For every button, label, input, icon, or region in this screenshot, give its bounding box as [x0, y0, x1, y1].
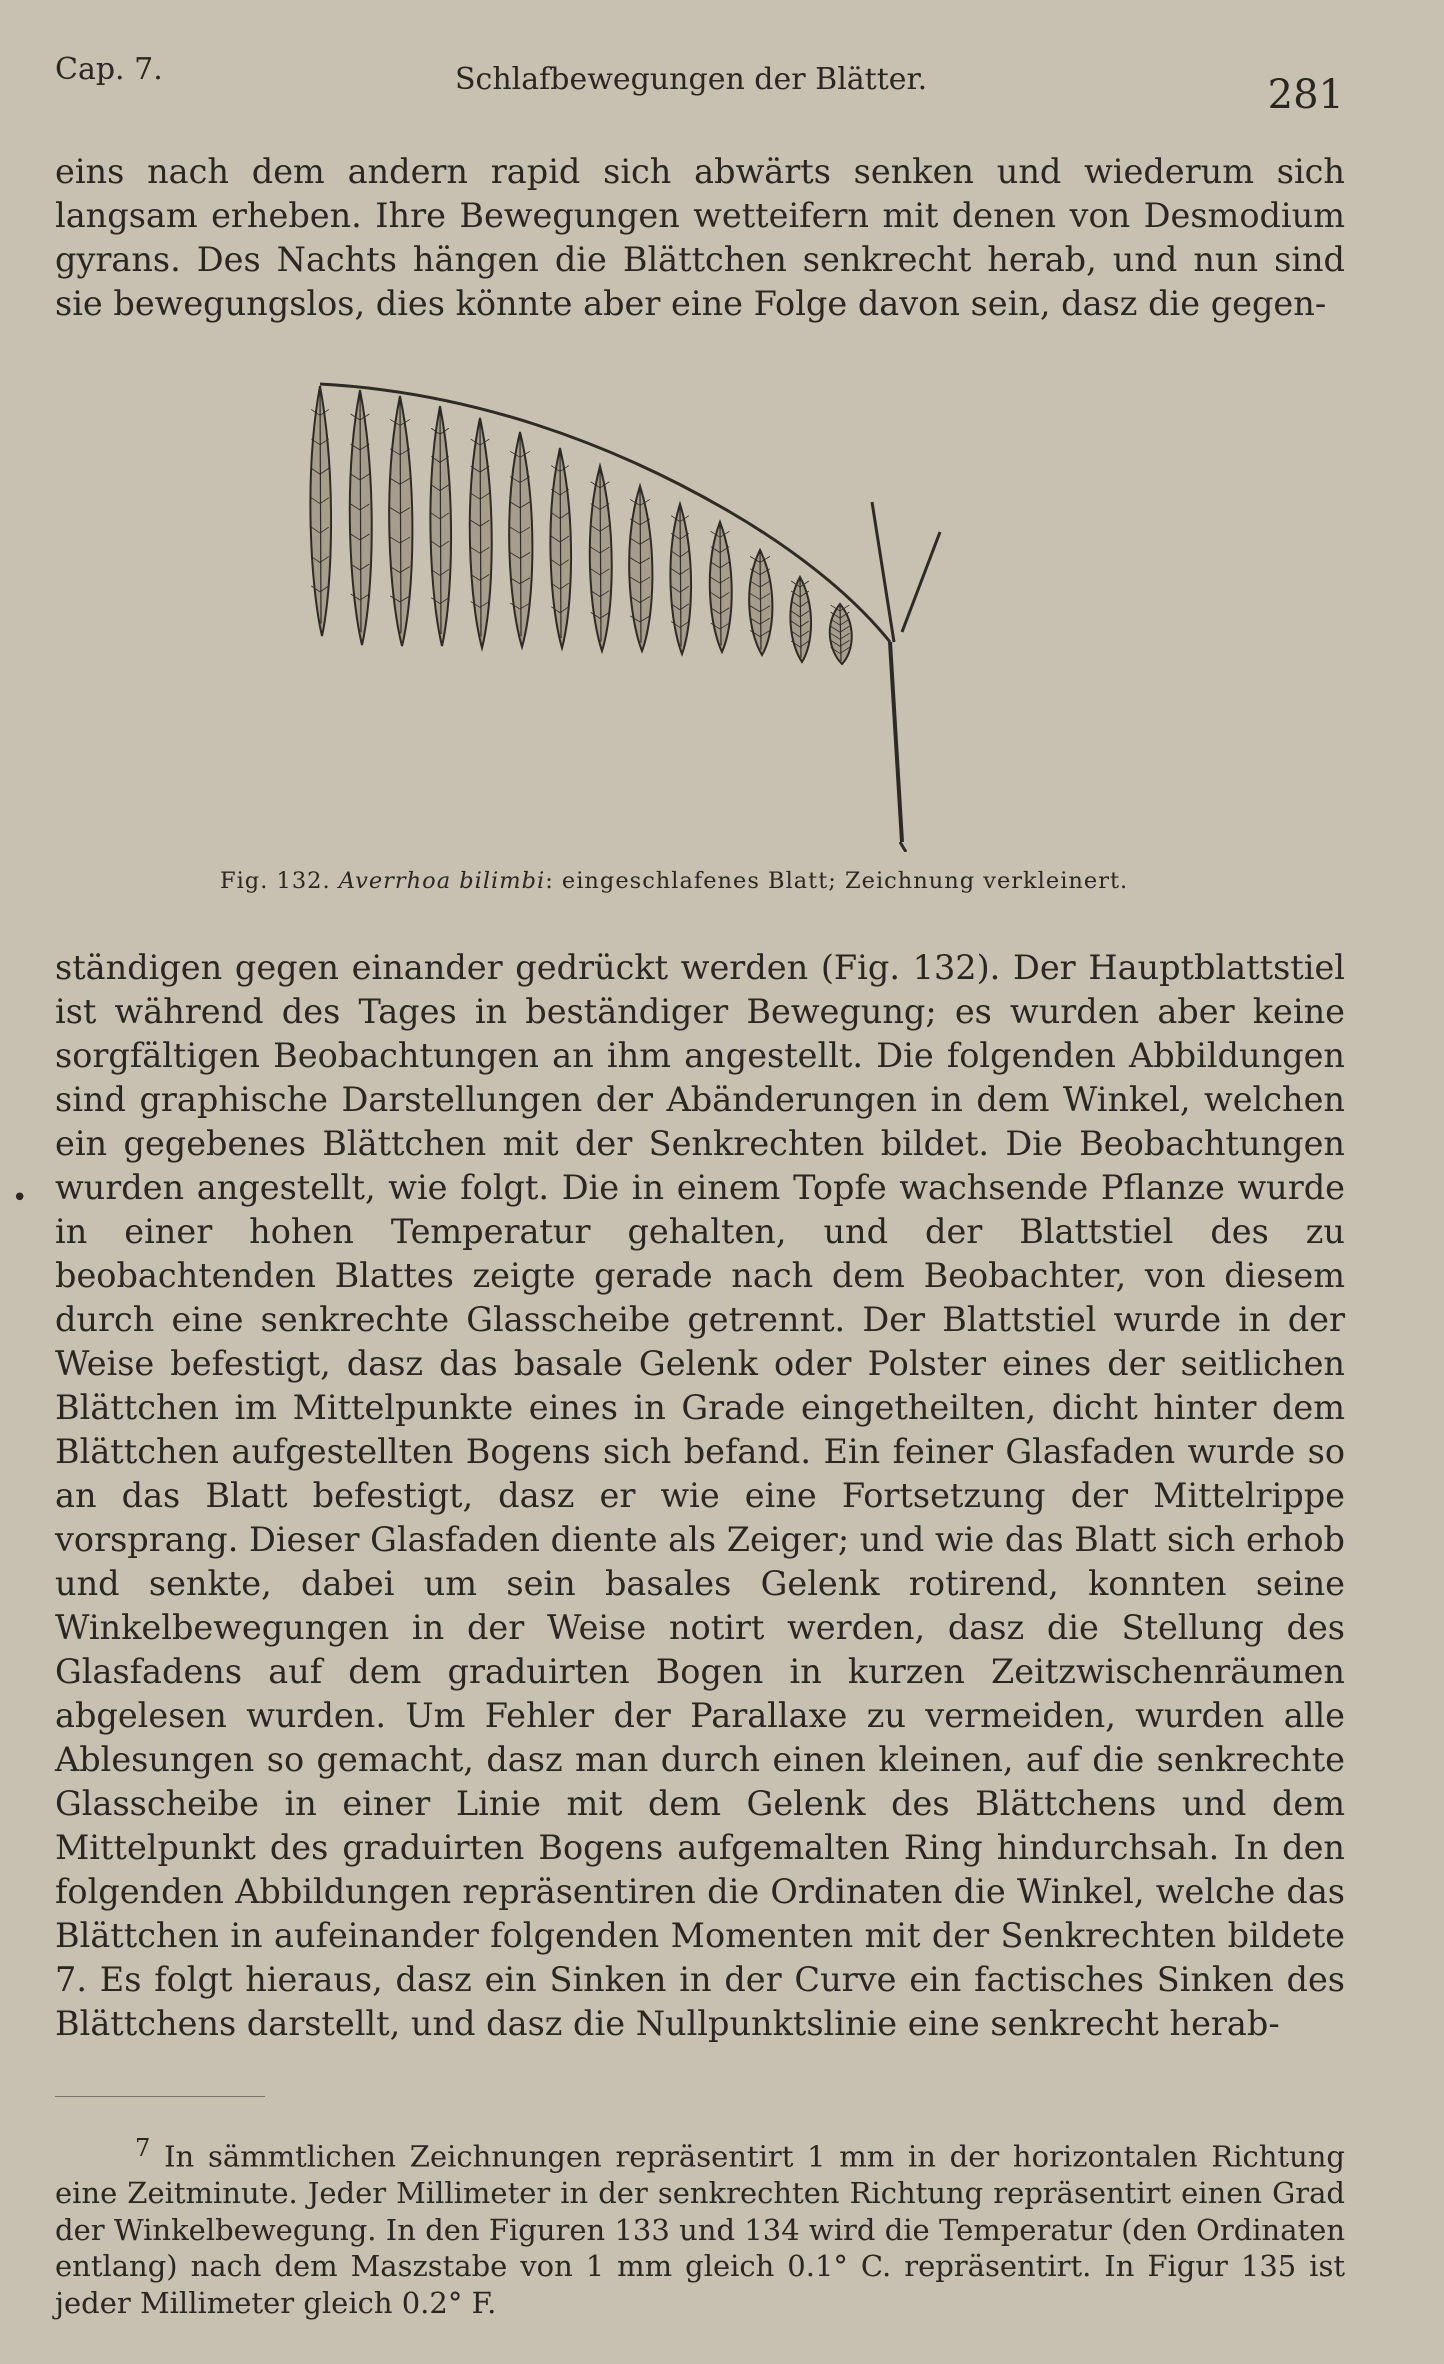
figure-caption-rest: : eingeschlafenes Blatt; Zeichnung verkleinert.: [545, 868, 1129, 894]
figure-species: Averrhoa bilimbi: [338, 868, 546, 894]
footnote-marker: 7: [135, 2134, 151, 2162]
running-title: Schlafbewegungen der Blätter.: [455, 62, 928, 97]
running-header: [55, 48, 1344, 118]
footnote-rule: [55, 2096, 265, 2097]
paragraph-top-text: eins nach dem andern rapid sich abwärts senken und wiederum sich langsam erheben. Ihre Bewegungen wetteifern mit denen von Desmodium gyrans. Des Nachts hängen die Blättchen senkrecht herab, und nun sind sie bewegungslos, dies könnte aber eine Folge davon sein, dasz die gegen-: [55, 152, 1345, 323]
footnote-text: In sämmtlichen Zeichnungen repräsentirt 1 mm in der horizontalen Richtung eine Zeitminute. Jeder Millimeter in der senkrechten Richtung repräsentirt einen Grad der Winkelbewegung. In den Figuren 133 und 134 wird die Temperatur (den Ordinaten entlang) nach dem Maszstabe von 1 mm gleich 0.1° C. repräsentirt. In Figur 135 ist jeder Millimeter gleich 0.2° F.: [55, 2139, 1345, 2320]
chapter-label: Cap. 7.: [55, 52, 163, 87]
paragraph-main-text: ständigen gegen einander gedrückt werden (Fig. 132). Der Hauptblattstiel ist während des Tages in beständiger Bewegung; es wurden aber keine sorgfältigen Beobachtungen an ihm angestellt. Die folgenden Abbildungen sind graphische Darstellungen der Abänderungen in dem Winkel, welchen ein gegebenes Blättchen mit der Senkrechten bildet. Die Beobachtungen wurden angestellt, wie folgt. Die in einem Topfe wachsende Pflanze wurde in einer hohen Temperatur gehalten, und der Blattstiel des zu beobachtenden Blattes zeigte gerade nach dem Beobachter, von diesem durch eine senkrechte Glasscheibe getrennt. Der Blattstiel wurde in der Weise befestigt, dasz das basale Gelenk oder Polster eines der seitlichen Blättchen im Mittelpunkte eines in Grade eingetheilten, dicht hinter dem Blättchen aufgestellten Bogens sich befand. Ein feiner Glasfaden wurde so an das Blatt befestigt, dasz er wie eine Fortsetzung der Mittelrippe vorsprang. Dieser Glasfaden diente als Zeiger; und wie das Blatt sich erhob und senkte, dabei um sein basales Gelenk rotirend, konnten seine Winkelbewegungen in der Weise notirt werden, dasz die Stellung des Glasfadens auf dem graduirten Bogen in kurzen Zeitzwischenräumen abgelesen wurden. Um Fehler der Parallaxe zu vermeiden, wurden alle Ablesungen so gemacht, dasz man durch einen kleinen, auf die senkrechte Glasscheibe in einer Linie mit dem Gelenk des Blättchens und dem Mittelpunkt des graduirten Bogens aufgemalten Ring hindurchsah. In den folgenden Abbildungen repräsentiren die Ordinaten die Winkel, welche das Blättchen in aufeinander folgenden Momenten mit der Senkrechten bildete 7. Es folgt hieraus, dasz ein Sinken in der Curve ein factisches Sinken des Blättchens darstellt, und dasz die Nullpunktslinie eine senkrecht herab-: [55, 948, 1345, 2043]
paragraph-main: [55, 946, 1345, 2046]
figure-132-leaf-drawing: [290, 372, 1110, 852]
paragraph-top: [55, 150, 1345, 326]
figure-label: Fig. 132.: [220, 868, 331, 894]
figure-caption: [220, 868, 1128, 894]
page-number: 281: [1267, 72, 1344, 118]
margin-mark: •: [12, 1183, 28, 1213]
footnote: [55, 2130, 1345, 2321]
